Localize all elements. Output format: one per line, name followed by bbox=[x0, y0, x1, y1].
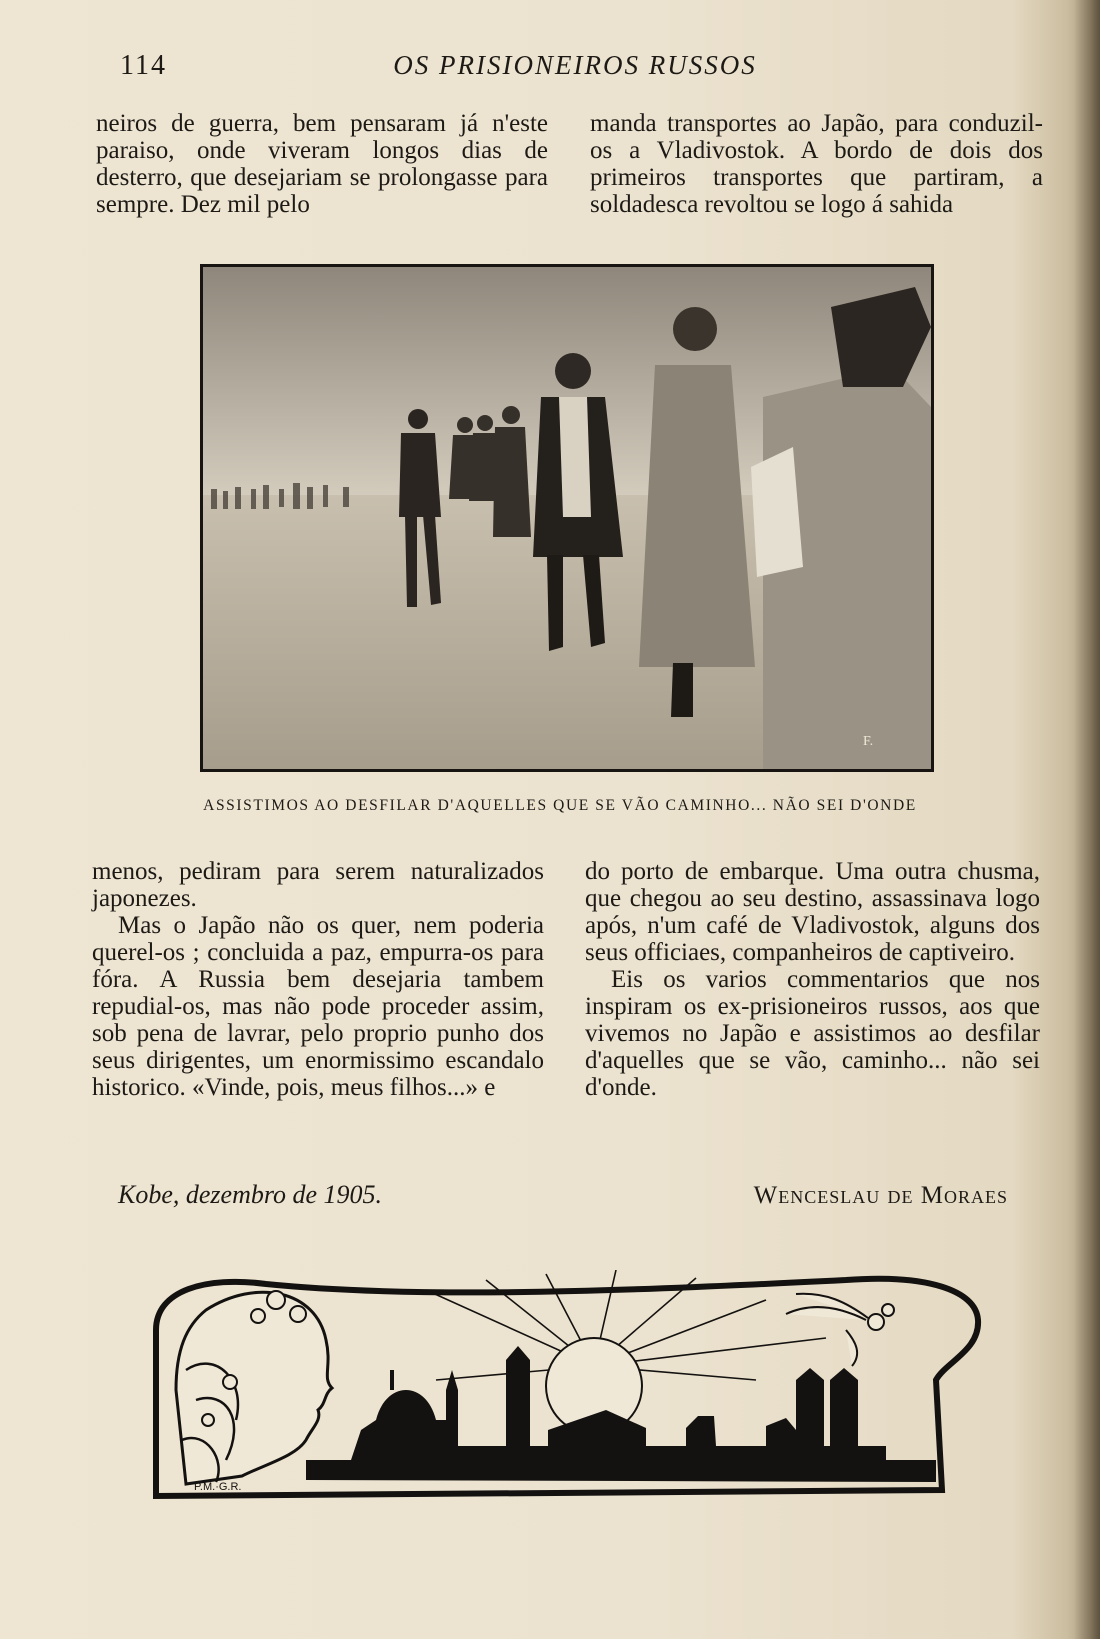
page-number: 114 bbox=[120, 50, 167, 81]
text-column-top-left bbox=[96, 110, 548, 218]
binding-shadow bbox=[1074, 0, 1100, 1639]
photograph-prisoners-marching bbox=[200, 264, 934, 772]
vignette-signature: P.M.·G.R. bbox=[194, 1481, 242, 1493]
decorative-vignette bbox=[146, 1270, 992, 1510]
author-signature: Wenceslau de Moraes bbox=[753, 1182, 1008, 1209]
flower-spray-icon bbox=[786, 1294, 894, 1366]
photograph-image bbox=[203, 267, 931, 769]
paragraph: manda transportes ao Japão, para conduzil-os a Vladivostok. A bordo de dois dos primeiros transportes que partiram, a soldadesca revoltou se logo á sahida bbox=[590, 110, 1043, 218]
paragraph: Eis os varios commentarios que nos inspiram os ex-prisioneiros russos, aos que vivemos no Japão e assistimos ao desfilar d'aquelles que se vão, caminho... não sei d'onde. bbox=[585, 966, 1040, 1101]
text-column-top-right bbox=[590, 110, 1043, 218]
paragraph: Mas o Japão não os quer, nem poderia querel-os ; concluida a paz, empurra-os para fóra. A Russia bem desejaria tambem repudial-os, mas não pode proceder assim, sob pena de lavrar, pelo proprio punho dos seus dirigentes, um enormissimo escandalo historico. «Vinde, pois, meus filhos...» e bbox=[92, 912, 544, 1101]
page-header bbox=[0, 50, 1100, 90]
dateline: Kobe, dezembro de 1905. bbox=[118, 1180, 383, 1209]
paragraph: neiros de guerra, bem pensaram já n'este paraiso, onde viveram longos dias de desterro, que desejariam se prolongasse para sempre. Dez mil pelo bbox=[96, 110, 548, 218]
text-column-bottom-left bbox=[92, 858, 544, 1101]
svg-text:F.: F. bbox=[863, 734, 874, 749]
photo-caption: ASSISTIMOS AO DESFILAR D'AQUELLES QUE SE VÃO CAMINHO... NÃO SEI D'ONDE bbox=[203, 797, 917, 814]
text-column-bottom-right bbox=[585, 858, 1040, 1101]
running-title: OS PRISIONEIROS RUSSOS bbox=[393, 50, 757, 80]
paragraph: menos, pediram para serem naturalizados japonezes. bbox=[92, 858, 544, 912]
paragraph: do porto de embarque. Uma outra chusma, que chegou ao seu destino, assassinava logo após, n'um café de Vladivostok, alguns dos seus officiaes, companheiros de captiveiro. bbox=[585, 858, 1040, 966]
woman-profile-icon bbox=[176, 1291, 332, 1484]
